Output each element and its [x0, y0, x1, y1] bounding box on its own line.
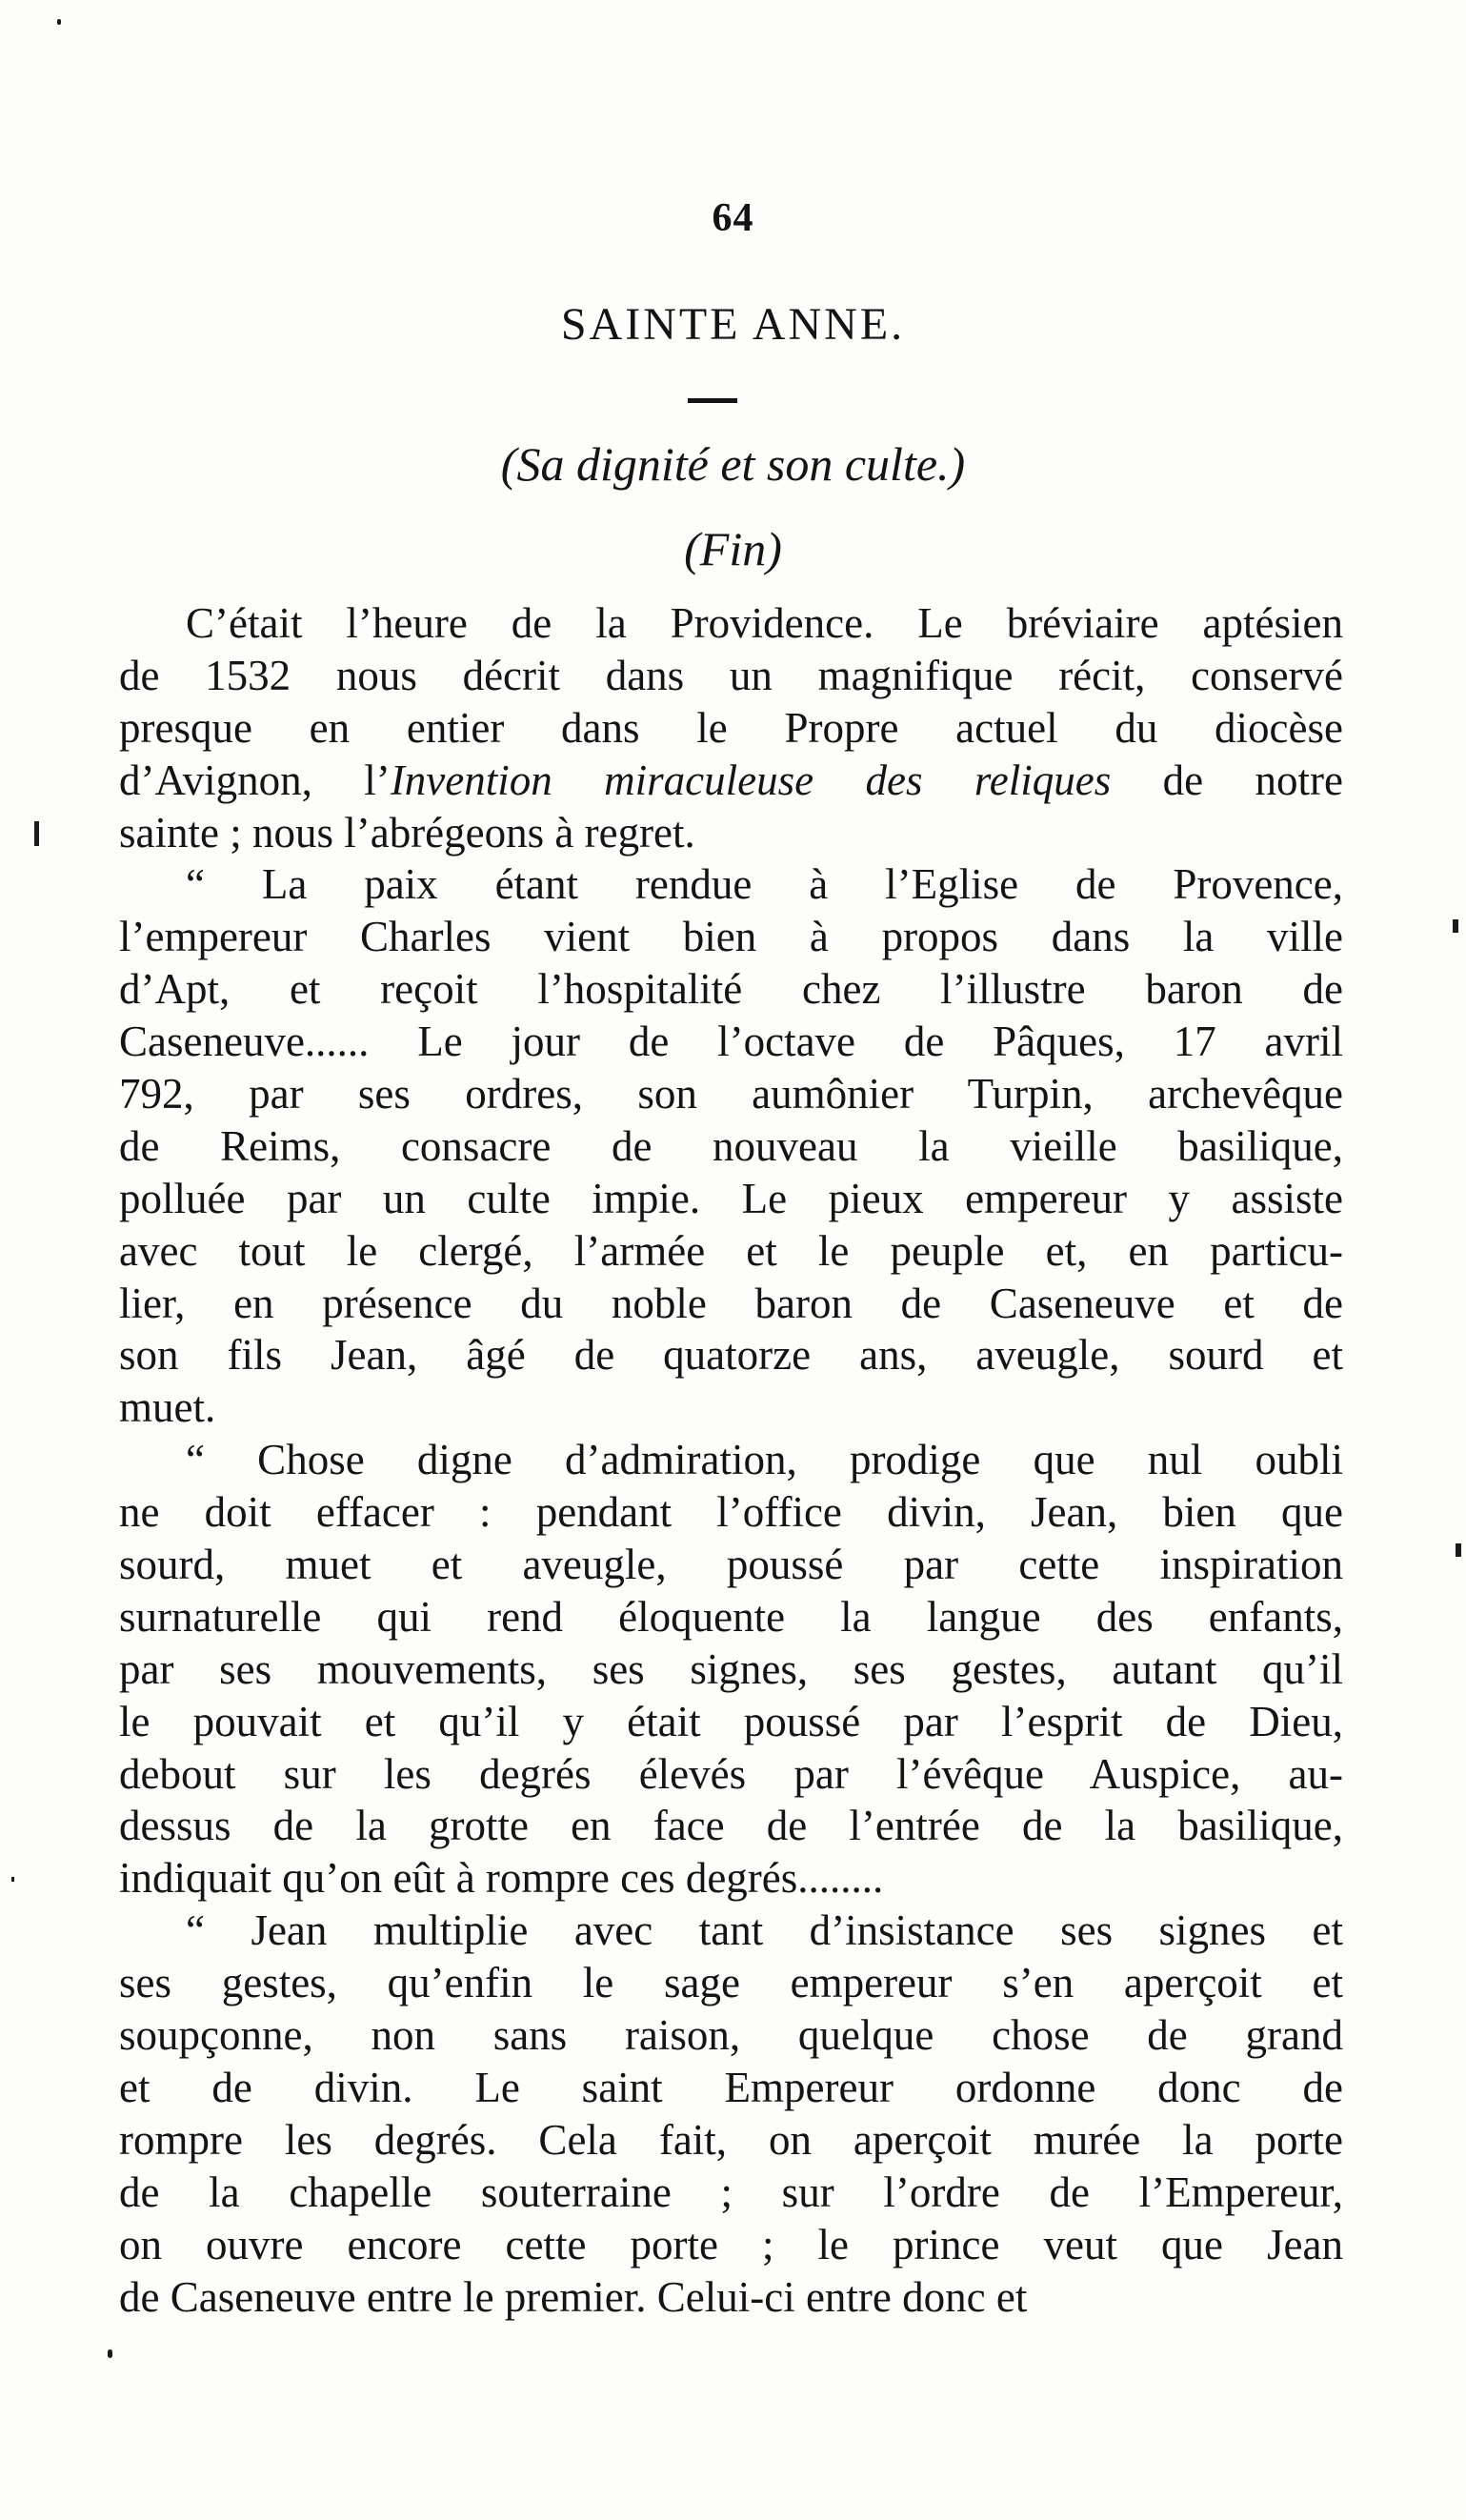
- text-line: l’empereur Charles vient bien à propos dans la ville: [119, 913, 1343, 961]
- text-line: son fils Jean, âgé de quatorze ans, aveugle, sourd et: [119, 1331, 1343, 1380]
- text-line: et de divin. Le saint Empereur ordonne donc de: [119, 2063, 1343, 2111]
- margin-mark-left: [34, 821, 39, 846]
- text-line: 792, par ses ordres, son aumônier Turpin, archevêque: [119, 1070, 1343, 1119]
- text-line: ses gestes, qu’enfin le sage empereur s’en aperçoit et: [119, 1959, 1343, 2007]
- fin-marker: (Fin): [684, 522, 782, 575]
- italic-title: Invention miraculeuse des reliques: [390, 756, 1112, 804]
- text-line: presque en entier dans le Propre actuel du diocèse: [119, 703, 1343, 752]
- text-line: avec tout le clergé, l’armée et le peuple et, en particu-: [119, 1226, 1343, 1275]
- text-line: polluée par un culte impie. Le pieux empereur y assiste: [119, 1174, 1343, 1222]
- title-rule: [688, 398, 737, 403]
- text-line: surnaturelle qui rend éloquente la langue des enfants,: [119, 1592, 1343, 1641]
- body-text: [119, 597, 1343, 2323]
- margin-speck-right-2: [1456, 1543, 1461, 1557]
- margin-speck-top: [57, 19, 61, 25]
- text-line: sourd, muet et aveugle, poussé par cette inspiration: [119, 1541, 1343, 1589]
- text-line: par ses mouvements, ses signes, ses gestes, autant qu’il: [119, 1644, 1343, 1693]
- text-line: [119, 755, 1343, 807]
- text-line: de 1532 nous décrit dans un magnifique récit, conservé: [119, 651, 1343, 699]
- chapter-subtitle: (Sa dignité et son culte.): [500, 437, 966, 491]
- text-line: d’Apt, et reçoit l’hospitalité chez l’illustre baron de: [119, 965, 1343, 1014]
- margin-speck-dot: [108, 2349, 112, 2358]
- text-segment: de notre: [1111, 756, 1343, 804]
- text-line: soupçonne, non sans raison, quelque chose de grand: [119, 2011, 1343, 2060]
- text-line: lier, en présence du noble baron de Caseneuve et de: [119, 1279, 1343, 1327]
- text-line: Caseneuve...... Le jour de l’octave de Pâques, 17 avril: [119, 1018, 1343, 1066]
- text-line: on ouvre encore cette porte ; le prince veut que Jean: [119, 2220, 1343, 2268]
- text-line: rompre les degrés. Cela fait, on aperçoit murée la porte: [119, 2115, 1343, 2164]
- text-line: de Caseneuve entre le premier. Celui-ci entre donc et: [119, 2272, 1028, 2321]
- text-segment: d’Avignon, l’: [119, 756, 391, 804]
- text-line: de la chapelle souterraine ; sur l’ordre de l’Empereur,: [119, 2167, 1343, 2216]
- text-line: “ Chose digne d’admiration, prodige que nul oubli: [186, 1436, 1343, 1484]
- text-line: de Reims, consacre de nouveau la vieille basilique,: [119, 1121, 1343, 1170]
- chapter-title: SAINTE ANNE.: [560, 299, 906, 350]
- text-line: dessus de la grotte en face de l’entrée de la basilique,: [119, 1802, 1343, 1850]
- text-line: sainte ; nous l’abrégeons à regret.: [119, 808, 695, 857]
- margin-speck-small: [11, 1877, 14, 1882]
- page-number: 64: [712, 196, 754, 240]
- margin-speck-right: [1453, 919, 1458, 933]
- text-line: indiquait qu’on eût à rompre ces degrés........: [119, 1854, 884, 1903]
- text-line: “ La paix étant rendue à l’Eglise de Provence,: [186, 860, 1343, 909]
- text-line: muet.: [119, 1383, 216, 1432]
- text-line: debout sur les degrés élevés par l’évêque Auspice, au-: [119, 1749, 1343, 1798]
- text-line: ne doit effacer : pendant l’office divin, Jean, bien que: [119, 1488, 1343, 1537]
- text-line: C’était l’heure de la Providence. Le bréviaire aptésien: [186, 599, 1343, 647]
- text-line: “ Jean multiplie avec tant d’insistance ses signes et: [186, 1906, 1343, 1955]
- text-line: le pouvait et qu’il y était poussé par l’esprit de Dieu,: [119, 1697, 1343, 1745]
